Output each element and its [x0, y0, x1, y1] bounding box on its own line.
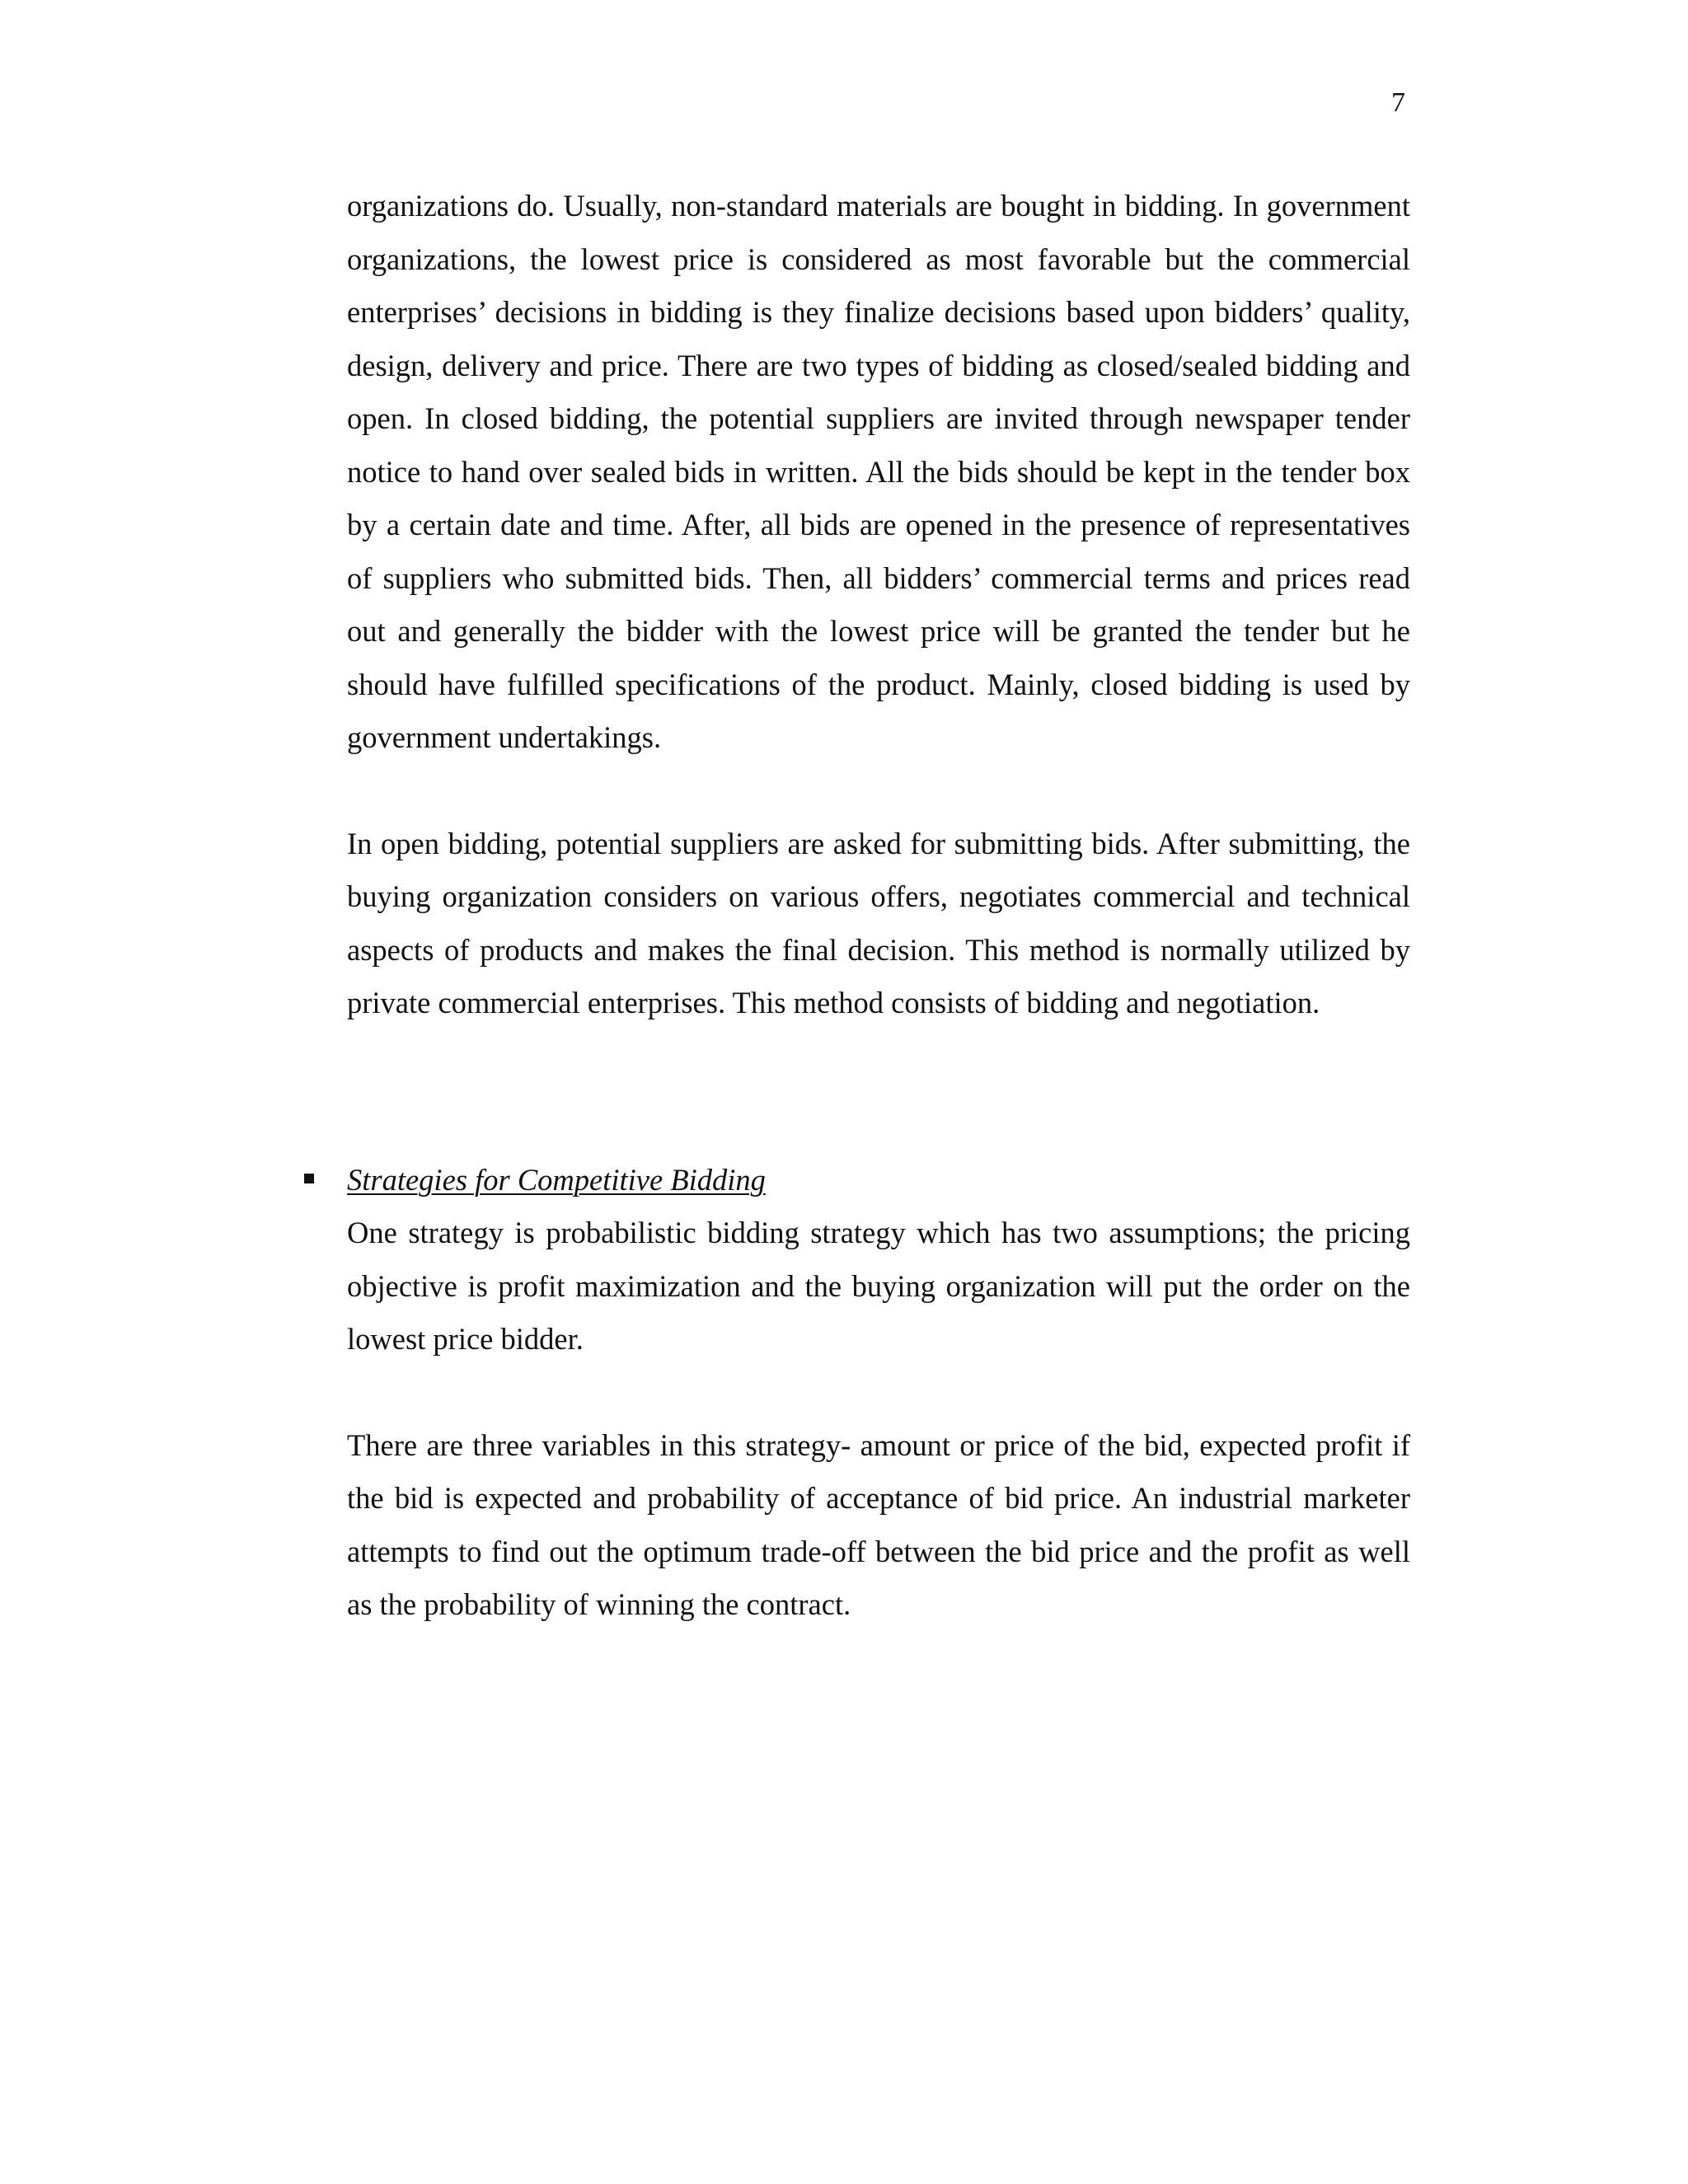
page-number: 7 [1391, 87, 1405, 118]
paragraph-spacer [347, 1366, 1410, 1419]
section-spacer [347, 1030, 1410, 1154]
square-bullet-icon [304, 1174, 314, 1183]
section-heading: Strategies for Competitive Bidding [347, 1162, 766, 1197]
paragraph-spacer [347, 765, 1410, 818]
section-competitive-bidding-strategies [347, 1154, 1410, 1632]
section-paragraph-variables: There are three variables in this strategy- amount or price of the bid, expected profit if the bid is expected and probability of acceptance of bid price. An industrial marketer attempts to find out the optimum trade-off between the bid price and the profit as well as the probability of winning the contract. [347, 1427, 1410, 1621]
body-paragraph-open-bidding: In open bidding, potential suppliers are asked for submitting bids. After submitting, the buying organization considers on various offers, negotiates commercial and technical aspects of products and makes the final decision. This method is normally utilized by private commercial enterprises. This method consists of bidding and negotiation. [347, 826, 1410, 1019]
section-paragraph-probabilistic-strategy: One strategy is probabilistic bidding strategy which has two assumptions; the pricing objective is profit maximization and the buying organization will put the order on the lowest price bidder. [347, 1216, 1410, 1356]
body-paragraph-closed-bidding: organizations do. Usually, non-standard materials are bought in bidding. In government organizations, the lowest price is considered as most favorable but the commercial enterprises’ decisions in bidding is they finalize decisions based upon bidders’ quality, design, delivery and price. There are two types of bidding as closed/sealed bidding and open. In closed bidding, the potential suppliers are invited through newspaper tender notice to hand over sealed bids in written. All the bids should be kept in the tender box by a certain date and time. After, all bids are opened in the presence of representatives of suppliers who submitted bids. Then, all bidders’ commercial terms and prices read out and generally the bidder with the lowest price will be granted the tender but he should have fulfilled specifications of the product. Mainly, closed bidding is used by government undertakings. [347, 189, 1410, 754]
document-body [347, 180, 1410, 1632]
